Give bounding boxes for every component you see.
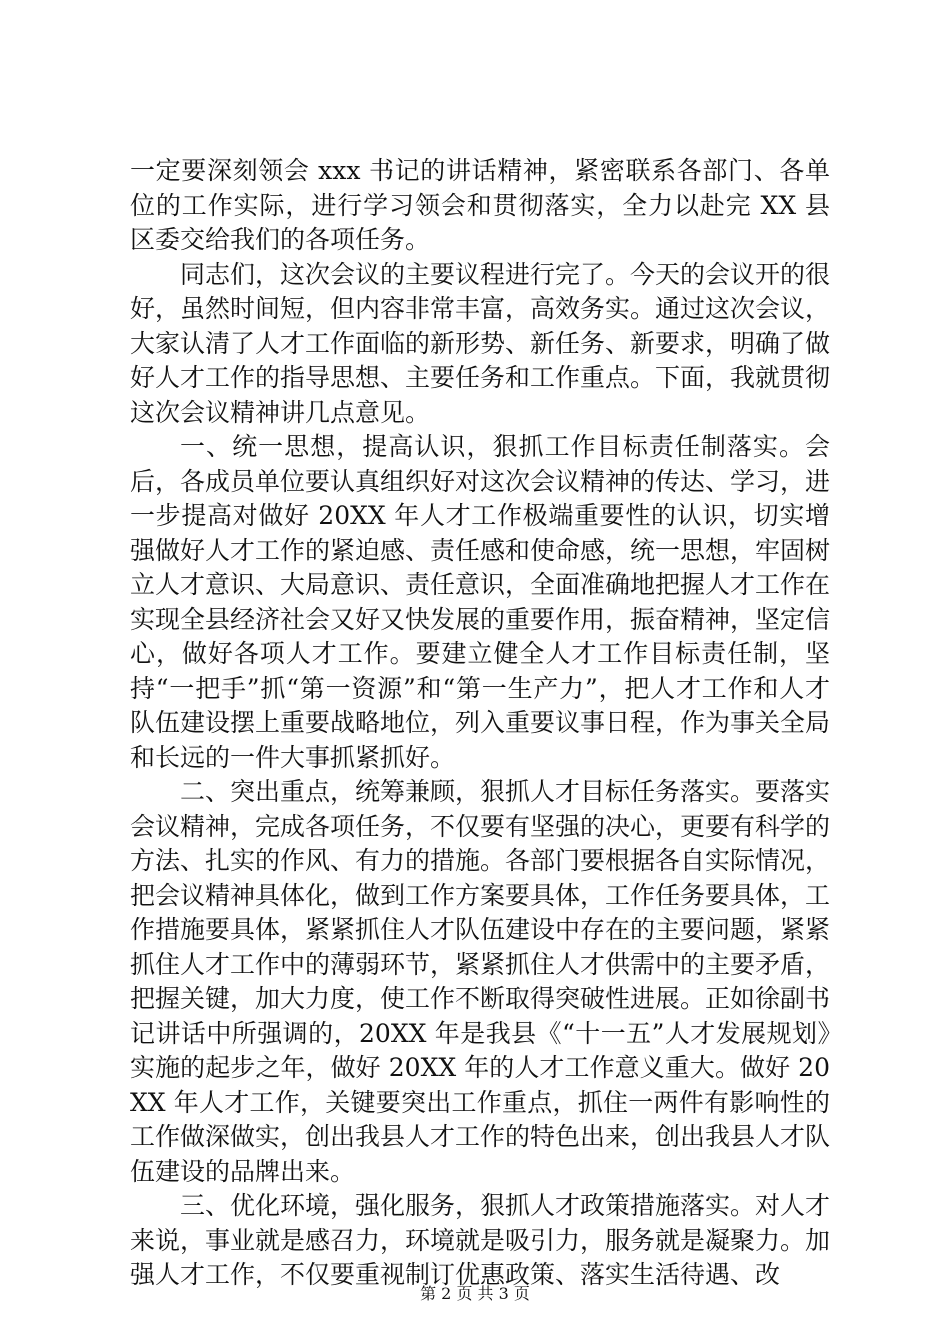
paragraph-4: 二、突出重点，统筹兼顾，狠抓人才目标任务落实。要落实会议精神，完成各项任务，不仅要有坚强的决心，更要有科学的方法、扎实的作风、有力的措施。各部门要根据各自实际情况，把会议精神具体化，做到工作方案要具体，工作任务要具体，工作措施要具体，紧紧抓住人才队伍建设中存在的主要问题，紧紧抓住人才工作中的薄弱环节，紧紧抓住人才供需中的主要矛盾，把握关键，加大力度，使工作不断取得突破性进展。正如徐副书记讲话中所强调的，20XX 年是我县《“十一五”人才发展规划》实施的起步之年，做好 20XX 年的人才工作意义重大。做好 20XX 年人才工作，关键要突出工作重点，抓住一两件有影响性的工作做深做实，创出我县人才工作的特色出来，创出我县人才队伍建设的品牌出来。 [130, 777, 831, 1186]
document-body [130, 154, 830, 1293]
paragraph-5: 三、优化环境，强化服务，狠抓人才政策措施落实。对人才来说，事业就是感召力，环境就是吸引力，服务就是凝聚力。加强人才工作，不仅要重视制订优惠政策、落实生活待遇、改 [130, 1191, 831, 1289]
page-number-footer: 第 2 页 共 3 页 [420, 1284, 530, 1303]
paragraph-2: 同志们，这次会议的主要议程进行完了。今天的会议开的很好，虽然时间短，但内容非常丰富，高效务实。通过这次会议，大家认清了人才工作面临的新形势、新任务、新要求，明确了做好人才工作的指导思想、主要任务和工作重点。下面，我就贯彻这次会议精神讲几点意见。 [130, 259, 831, 427]
paragraph-1: 一定要深刻领会 xxx 书记的讲话精神，紧密联系各部门、各单位的工作实际，进行学习领会和贯彻落实，全力以赴完 XX 县区委交给我们的各项任务。 [130, 156, 830, 254]
paragraph-3: 一、统一思想，提高认识，狠抓工作目标责任制落实。会后，各成员单位要认真组织好对这次会议精神的传达、学习，进一步提高对做好 20XX 年人才工作极端重要性的认识，切实增强做好人才工作的紧迫感、责任感和使命感，统一思想，牢固树立人才意识、大局意识、责任意识，全面准确地把握人才工作在实现全县经济社会又好又快发展的重要作用，振奋精神，坚定信心，做好各项人才工作。要建立健全人才工作目标责任制，坚持“一把手”抓“第一资源”和“第一生产力”，把人才工作和人才队伍建设摆上重要战略地位，列入重要议事日程，作为事关全局和长远的一件大事抓紧抓好。 [130, 432, 831, 772]
